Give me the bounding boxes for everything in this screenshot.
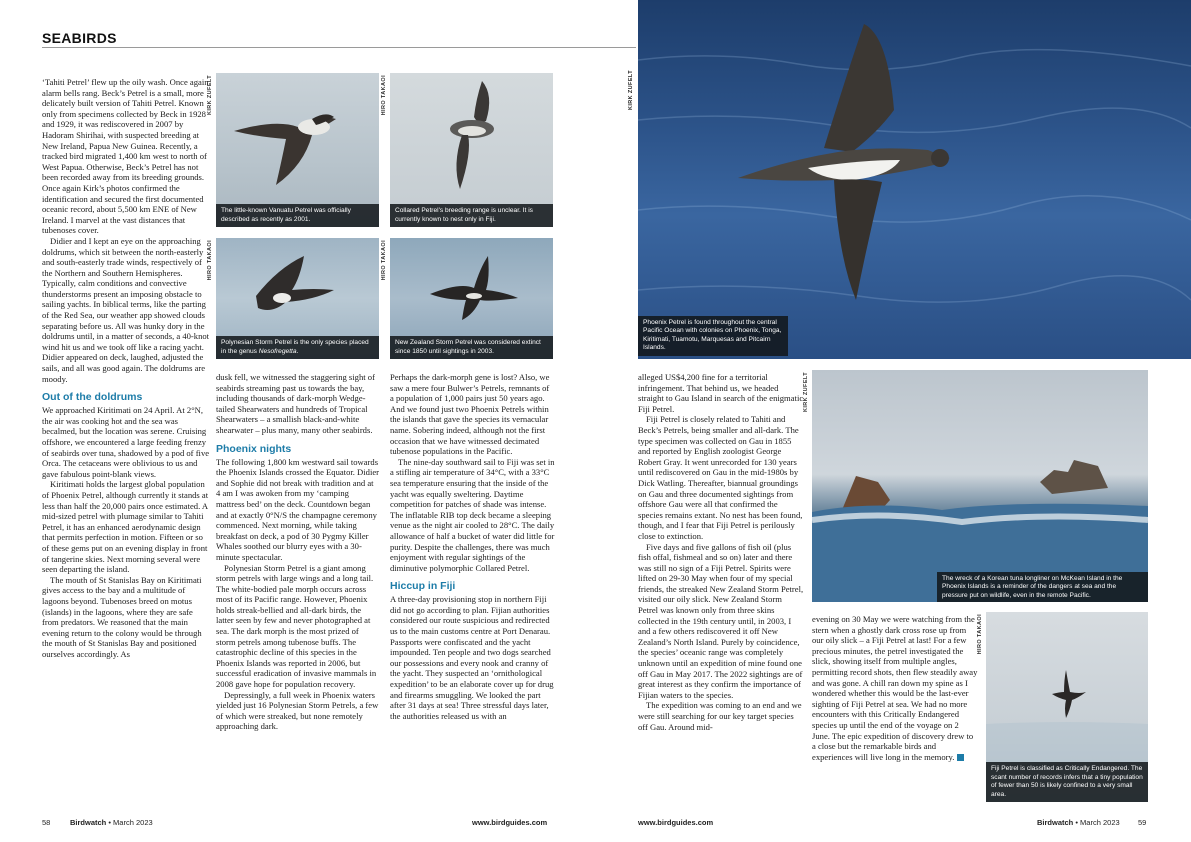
paragraph: Polynesian Storm Petrel is a giant among storm petrels with large wings and a long tail. The white-bodied pale morph occurs across most of its Pacific range. However, Phoenix holds streak-bellied and all-dark birds, the latter seen by few and never photographed at sea. The dark morph is the most prized of storm petrels among tubenose buffs. The catastrophic decline of this species in the Phoenix Islands was reported in 2006, but successful eradication of invasive mammals in 2008 gave hope for population recovery. (216, 562, 377, 690)
photo-credit: KIRK ZUFELT (628, 70, 634, 111)
end-of-article-mark (957, 754, 964, 761)
paragraph: evening on 30 May we were watching from the stern when a ghostly dark cross rose up from our oily slick – a Fiji Petrel at last! For a few precious minutes, the petrel investigated the slick, showing itself from multiple angles, permitting record shots, then flew steadily away and was gone. A chill ran down my spine as I wondered whether this would be the last-ever sighting of Fiji Petrel at sea. We had no more encounters with this Critically Endangered species up until the end of the voyage on 2 June. The epic expedition of discovery drew to a close but the remarkable birds and experiences will live long in the memory. (812, 614, 978, 762)
paragraph: dusk fell, we witnessed the staggering sight of seabirds streaming past us towards the bay, including thousands of dark-morph Wedge-tailed Shearwaters and hundreds of Tropical Shearwaters – a smallish black-and-white shearwater – plus many, many other seabirds. (216, 372, 375, 435)
article-column-2 (216, 372, 379, 810)
photo-credit: HIRO TAKAOI (381, 240, 387, 281)
shipwreck-photo (812, 370, 1148, 602)
polynesian-storm-petrel-photo (216, 238, 379, 359)
paragraph: The mouth of St Stanislas Bay on Kiritimati gives access to the bay and a multitude of lagoons beyond. Tubenoses breed on motus (islands) in the lagoons, where they are safe from predators. We reasoned that the main evening return to the colony would be through the mouth of St Stanislas Bay and positioned ourselves accordingly. As (42, 574, 202, 659)
paragraph: The nine-day southward sail to Fiji was set in a stifling air temperature of 34°C, with a 33°C sea temperature ensuring that the inside of the yacht was equally sweltering. Daytime competition for patches of shade was intense. The inflatable RIB top deck became a sleeping venue as the night air cooled to 28°C. The daily allowance of half a bucket of water did little for purity. Despite the challenges, there was much enjoyment with regular sightings of the diminutive polymorphic Collared Petrel. (390, 456, 555, 573)
right-page-number: 59 (1138, 818, 1147, 827)
fiji-petrel-photo (986, 612, 1148, 802)
polynesian-caption (216, 336, 379, 359)
subheading-out-of-the-doldrums: Out of the doldrums (42, 391, 143, 404)
nz-storm-caption: New Zealand Storm Petrel was considered extinct since 1850 until sightings in 2003. (390, 336, 553, 359)
caption-text: . (296, 347, 299, 355)
photo-credit: KIRK ZUFELT (803, 372, 809, 413)
subheading-phoenix-nights: Phoenix nights (216, 442, 292, 455)
genus-name: Nesofregetta (258, 347, 297, 355)
paragraph: Perhaps the dark-morph gene is lost? Also, we saw a mere four Bulwer’s Petrels, remnants of a population of 1,000 pairs just 50 years ago. And we found just two Phoenix Petrels within the islands that gave the species its vernacular name. Sobering indeed, although not the first occasion that we have witnessed decimated tubenose populations in the Pacific. (390, 372, 550, 457)
paragraph: ‘Tahiti Petrel’ flew up the oily wash. Once again alarm bells rang. Beck’s Petrel is a small, more delicately built version of Tahiti Petrel. Known only from specimens collected by Beck in 1928 and 1929, it was rediscovered in 2007 by Hadoram Shirihai, with suspected breeding at New Ireland, Papua New Guinea. Recently, a tracked bird migrated 1,400 km west to north of West Papua. Otherwise, Beck’s Petrel has not been recorded away from its breeding grounds. Once again Kirk’s photos confirmed the identification and secured the first documented oceanic record, about 5,500 km ENE of New Ireland. I marvel at the vast distances that tubenoses cover. (42, 77, 209, 236)
paragraph: Fiji Petrel is closely related to Tahiti and Beck’s Petrels, being smaller and all-dark. The type specimen was collected on Gau in 1855 and reported by English zoologist George Robert Gray. It went unrecorded for 130 years until rediscovered on Gau in the mid-1980s by Dick Watling. Thereafter, biannual groundings on Gau and three documented sightings from offshore Gau were all that confirmed the species remains extant. No nest has been found, though, and I fear that Fiji Petrel is perilously close to extinction. (638, 414, 803, 541)
paragraph: A three-day provisioning stop in northern Fiji did not go according to plan. Fijian authorities considered our route suspicious and redirected us to the main customs centre at Port Denarau. Passports were confiscated and the yacht impounded. Ten people and two dogs searched our possessions and every nook and cranny of the yacht. They suspected an ‘ornithological expedition’ to be an elaborate cover up for drug and firearms smuggling. We looked the part after 31 days at sea! Three stressful days later, the authorities released us with an (390, 594, 554, 721)
section-title: SEABIRDS (42, 30, 117, 46)
left-magazine-line (70, 818, 153, 827)
article-column-1 (42, 77, 210, 810)
phoenix-caption: Phoenix Petrel is found throughout the central Pacific Ocean with colonies on Phoenix, Tonga, Kiritimati, Tuamotu, Marquesas and Pitcairn Islands. (638, 316, 788, 356)
collared-caption: Collared Petrel's breeding range is unclear. It is currently known to nest only in Fiji. (390, 204, 553, 227)
photo-credit: HIRO TAKAOI (381, 75, 387, 116)
collared-petrel-photo (390, 73, 553, 227)
caption-text: Polynesian Storm Petrel is the only species placed in the genus (221, 339, 369, 355)
paragraph: Kiritimati holds the largest global population of Phoenix Petrel, although currently it stands at less than half the 20,000 pairs once estimated. A mid-sized petrel with plumage similar to Tahiti Petrel, it has an enhanced aerodynamic design that permits perfection in motion. Fifteen or so of these gems put on an evening display in front of tangerine skies. Next morning several were seen departing the island. (42, 479, 209, 575)
paragraph: Depressingly, a full week in Phoenix waters yielded just 16 Polynesian Storm Petrels, a few of which were streaked, but none remotely approaching dark. (216, 689, 379, 732)
photo-credit: HIRO TAKAOI (207, 240, 213, 281)
photo-credit: HIRO TAKAOI (977, 614, 983, 655)
article-column-3 (390, 372, 555, 810)
left-website-link[interactable] (472, 818, 547, 827)
paragraph: Five days and five gallons of fish oil (plus fish offal, fishmeal and so on) later and there was still no sign of a Fiji Petrel. Spirits were lifted on 29-30 May when four of my special friends, the streaked New Zealand Storm Petrel, visited our oily slick. New Zealand Storm Petrel was known only from three skins collected in the 19th century until, in 2003, I and a few others rediscovered it off New Zealand’s North Island. Purely by coincidence, the species’ oceanic range was completely unknown until an expedition of mine found one off Gau in May 2017. The 2022 sightings are of great interest as they confirm the importance of Fijian waters to the species. (638, 541, 804, 700)
vanuatu-petrel-photo (216, 73, 379, 227)
website-url[interactable]: www.birdguides.com (472, 818, 548, 827)
vanuatu-caption: The little-known Vanuatu Petrel was officially described as recently as 2001. (216, 204, 379, 227)
nz-storm-petrel-photo (390, 238, 553, 359)
paragraph: The following 1,800 km westward sail towards the Phoenix Islands crossed the Equator. Didier and Sophie did not break with tradition and at 4 am I was awoken from my ‘camping mattress bed’ on the deck. Countdown began and at exactly 0°N/S the champagne ceremony commenced. Next morning, while taking breakfast on deck, a pod of 30 Pygmy Killer Whales soothed our blurry eyes with a 30-minute spectacular. (216, 456, 379, 562)
photo-credit: KIRK ZUFELT (207, 75, 213, 116)
fiji-caption: Fiji Petrel is classified as Critically Endangered. The scant number of records infers that a tiny population of fewer than 50 is likely confined to a very small area. (986, 762, 1148, 802)
magazine-name: Birdwatch (1037, 818, 1074, 827)
right-website-link[interactable] (638, 818, 713, 827)
subheading-hiccup-in-fiji: Hiccup in Fiji (390, 580, 456, 593)
issue-date: • March 2023 (1073, 818, 1120, 827)
article-column-4 (638, 372, 804, 810)
left-page-number: 58 (42, 818, 51, 827)
phoenix-petrel-photo (638, 0, 1191, 359)
paragraph: alleged US$4,200 fine for a territorial infringement. That behind us, we headed straight to Gau Island in search of the enigmatic Fiji Petrel. (638, 372, 804, 414)
paragraph: We approached Kiritimati on 24 April. At 2°N, the air was cooking hot and the sea was becalmed, but the location was serene. Cruising offshore, we encountered a large feeding frenzy of seabirds over tuna, shadowed by a pod of five Orca. The cetaceans were oblivious to us and gave fabulous point-blank views. (42, 405, 210, 479)
paragraph: Didier and I kept an eye on the approaching doldrums, which sit between the north-easterly and south-easterly trade winds, respectively of the Northern and Southern Hemispheres. Typically, calm conditions and convective thunderstorms present an imposing obstacle to sailing yachts. In biblical terms, like the parting of the Red Sea, our weather app showed clouds separating before us. All was hunky dory in the doldrums until, in a matter of seconds, a 40-knot wind hit us and we took off like a racing yacht. Didier appeared on deck, laughed, adjusted the sails, and all was good again. The doldrums are moody. (42, 235, 210, 384)
shipwreck-illustration (812, 370, 1148, 602)
header-rule (42, 47, 636, 48)
magazine-name: Birdwatch (70, 818, 107, 827)
wreck-caption: The wreck of a Korean tuna longliner on McKean Island in the Phoenix Islands is a reminder of the dangers at sea and the pressure put on wildlife, even in the remote Pacific. (937, 572, 1148, 602)
right-magazine-line (1037, 818, 1120, 827)
issue-date: • March 2023 (106, 818, 153, 827)
paragraph: The expedition was coming to an end and we were still searching for our key target species off Gau. Around mid- (638, 700, 802, 732)
article-column-5 (812, 614, 978, 810)
phoenix-petrel-bird (638, 0, 1191, 359)
website-url[interactable]: www.birdguides.com (638, 818, 714, 827)
